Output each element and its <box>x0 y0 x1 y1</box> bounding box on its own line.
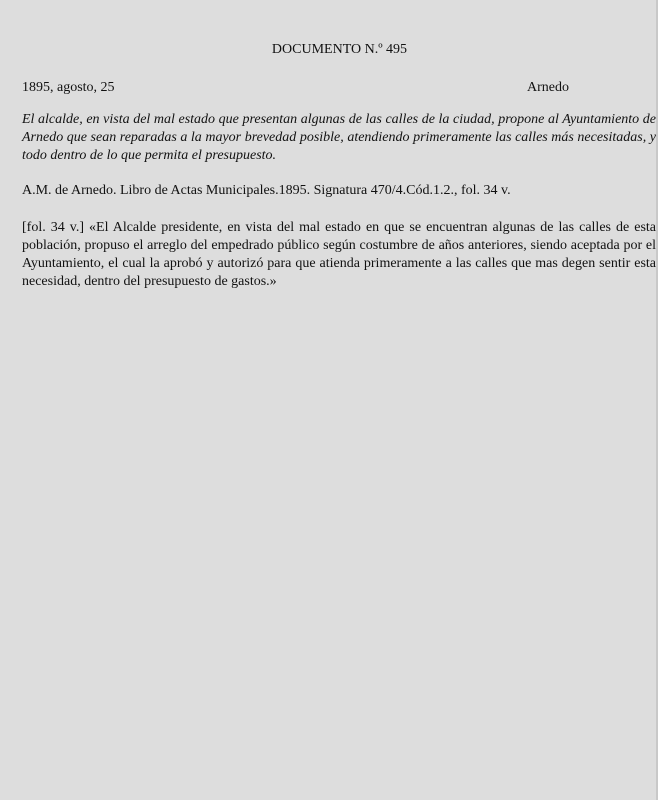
document-summary: El alcalde, en vista del mal estado que presentan algunas de las calles de la ciudad, propone al Ayuntamiento de Arnedo que sean reparadas a la mayor brevedad posible, atendiendo primeramente las calles más necesitadas, y todo dentro de lo que permita el presupuesto. <box>22 112 656 163</box>
document-transcription: [fol. 34 v.] «El Alcalde presidente, en vista del mal estado en que se encuentran algunas de las calles de esta población, propuso el arreglo del empedrado público según costumbre de años anteriores, siendo aceptada por el Ayuntamiento, el cual la aprobó y autorizó para que atienda primeramente a las calles que mas degen sentir esta necesidad, dentro del presupuesto de gastos.» <box>22 220 656 289</box>
document-date: 1895, agosto, 25 <box>22 80 115 95</box>
document-title: DOCUMENTO N.º 495 <box>271 42 408 57</box>
document-source: A.M. de Arnedo. Libro de Actas Municipales.1895. Signatura 470/4.Cód.1.2., fol. 34 v. <box>22 183 511 198</box>
document-place: Arnedo <box>527 80 569 95</box>
